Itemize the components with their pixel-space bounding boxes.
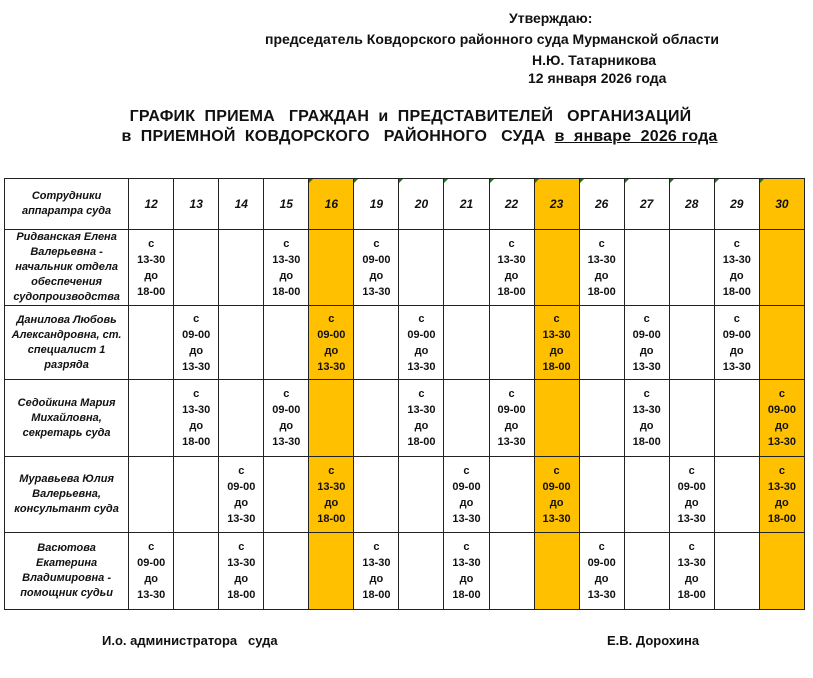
- slot-from-label: с: [283, 237, 290, 250]
- day-header-15: 15: [264, 179, 309, 230]
- slot-to-label: до: [549, 496, 564, 509]
- slot-start-time: 13-30: [632, 404, 661, 416]
- schedule-empty-cell: [129, 306, 174, 380]
- schedule-empty-cell: [534, 380, 579, 457]
- employee-row: [5, 230, 805, 306]
- slot-end-time: 13-30: [587, 589, 616, 601]
- slot-end-time: 13-30: [452, 512, 481, 525]
- schedule-empty-cell: [669, 306, 714, 380]
- employee-name: Васютова Екатерина Владимировна - помощник судьи: [5, 533, 129, 610]
- schedule-slot: [219, 533, 264, 610]
- slot-end-time: 13-30: [497, 436, 526, 448]
- schedule-empty-cell: [714, 533, 759, 610]
- slot-start-time: 13-30: [407, 404, 436, 416]
- slot-end-time: 13-30: [767, 436, 796, 448]
- schedule-empty-cell: [489, 457, 534, 533]
- slot-to-label: до: [594, 573, 609, 585]
- slot-to-label: до: [459, 573, 474, 585]
- schedule-empty-cell: [669, 230, 714, 306]
- schedule-slot: [399, 380, 444, 457]
- schedule-empty-cell: [264, 533, 309, 610]
- slot-end-time: 18-00: [407, 436, 436, 448]
- slot-start-time: 09-00: [227, 480, 256, 493]
- day-header-21: 21: [444, 179, 489, 230]
- schedule-slot: [489, 380, 534, 457]
- slot-to-label: до: [594, 269, 609, 282]
- schedule-title-line2: [13, 128, 813, 146]
- slot-end-time: 18-00: [272, 285, 301, 298]
- schedule-slot: [264, 230, 309, 306]
- slot-end-time: 18-00: [317, 512, 346, 525]
- slot-from-label: с: [598, 237, 605, 250]
- slot-start-time: 09-00: [137, 557, 166, 569]
- day-header-12: 12: [129, 179, 174, 230]
- cell-comment-marker-icon: [354, 179, 358, 183]
- slot-end-time: 13-30: [182, 360, 211, 373]
- schedule-slot: [624, 306, 669, 380]
- slot-from-label: с: [598, 541, 605, 553]
- schedule-slot: [579, 230, 624, 306]
- employee-name: Муравьева Юлия Валерьевна, консультант суда: [5, 457, 129, 533]
- schedule-slot: [669, 457, 714, 533]
- schedule-slot: [174, 306, 219, 380]
- schedule-empty-cell: [579, 306, 624, 380]
- schedule-empty-cell: [309, 533, 354, 610]
- day-header-23: 23: [534, 179, 579, 230]
- employee-name: Данилова Любовь Александровна, ст. специалист 1 разряда: [5, 306, 129, 380]
- slot-to-label: до: [684, 496, 699, 509]
- schedule-empty-cell: [534, 533, 579, 610]
- slot-to-label: до: [459, 496, 474, 509]
- schedule-slot: [534, 306, 579, 380]
- schedule-empty-cell: [399, 230, 444, 306]
- schedule-title-period: в январе 2026 года: [554, 128, 718, 145]
- slot-end-time: 13-30: [362, 285, 391, 298]
- slot-from-label: с: [688, 541, 695, 553]
- schedule-empty-cell: [624, 230, 669, 306]
- approval-position: председатель Ковдорского районного суда Мурманской области: [265, 31, 720, 47]
- schedule-empty-cell: [354, 457, 399, 533]
- schedule-table: [4, 178, 805, 610]
- slot-end-time: 18-00: [722, 285, 751, 298]
- schedule-empty-cell: [264, 306, 309, 380]
- slot-end-time: 18-00: [362, 589, 391, 601]
- slot-from-label: с: [148, 237, 155, 250]
- schedule-empty-cell: [489, 306, 534, 380]
- slot-start-time: 09-00: [317, 328, 346, 341]
- slot-from-label: с: [193, 312, 200, 325]
- cell-comment-marker-icon: [399, 179, 403, 183]
- slot-start-time: 13-30: [182, 404, 211, 416]
- slot-from-label: с: [553, 464, 560, 477]
- slot-end-time: 13-30: [227, 512, 256, 525]
- schedule-empty-cell: [534, 230, 579, 306]
- slot-to-label: до: [414, 420, 429, 432]
- slot-to-label: до: [639, 420, 654, 432]
- day-header-30: 30: [759, 179, 804, 230]
- slot-end-time: 13-30: [542, 512, 571, 525]
- employee-row: [5, 457, 805, 533]
- day-header-13: 13: [174, 179, 219, 230]
- schedule-empty-cell: [354, 380, 399, 457]
- slot-start-time: 09-00: [677, 480, 706, 493]
- day-header-19: 19: [354, 179, 399, 230]
- schedule-slot: [309, 306, 354, 380]
- slot-start-time: 09-00: [587, 557, 616, 569]
- schedule-slot: [354, 533, 399, 610]
- slot-from-label: с: [238, 464, 245, 477]
- slot-to-label: до: [189, 420, 204, 432]
- slot-start-time: 13-30: [677, 557, 706, 569]
- cell-comment-marker-icon: [309, 179, 313, 183]
- cell-comment-marker-icon: [625, 179, 629, 183]
- schedule-empty-cell: [669, 380, 714, 457]
- slot-end-time: 18-00: [767, 512, 796, 525]
- day-header-14: 14: [219, 179, 264, 230]
- schedule-empty-cell: [759, 533, 804, 610]
- slot-from-label: с: [643, 312, 650, 325]
- slot-to-label: до: [504, 420, 519, 432]
- slot-start-time: 13-30: [767, 480, 796, 493]
- employee-row: [5, 380, 805, 457]
- slot-end-time: 18-00: [497, 285, 526, 298]
- slot-start-time: 09-00: [497, 404, 526, 416]
- approval-name: Н.Ю. Татарникова: [532, 52, 657, 68]
- schedule-empty-cell: [354, 306, 399, 380]
- schedule-slot: [534, 457, 579, 533]
- schedule-slot: [174, 380, 219, 457]
- schedule-slot: [579, 533, 624, 610]
- cell-comment-marker-icon: [444, 179, 448, 183]
- schedule-slot: [714, 230, 759, 306]
- slot-start-time: 09-00: [632, 328, 661, 341]
- slot-from-label: с: [778, 388, 785, 400]
- slot-start-time: 13-30: [722, 253, 751, 266]
- slot-start-time: 09-00: [182, 328, 211, 341]
- schedule-empty-cell: [219, 230, 264, 306]
- slot-from-label: с: [283, 388, 290, 400]
- slot-to-label: до: [324, 496, 339, 509]
- slot-end-time: 13-30: [677, 512, 706, 525]
- slot-end-time: 18-00: [632, 436, 661, 448]
- slot-from-label: с: [193, 388, 200, 400]
- schedule-empty-cell: [129, 380, 174, 457]
- slot-start-time: 09-00: [272, 404, 301, 416]
- employee-column-header: Сотрудники аппаратра суда: [5, 179, 129, 230]
- slot-from-label: с: [463, 464, 470, 477]
- slot-from-label: с: [733, 237, 740, 250]
- employee-name: Ридванская Елена Валерьевна - начальник отдела обеспечения судопроизводства: [5, 230, 129, 306]
- schedule-empty-cell: [444, 230, 489, 306]
- slot-end-time: 18-00: [227, 589, 256, 601]
- schedule-empty-cell: [174, 457, 219, 533]
- slot-from-label: с: [373, 237, 380, 250]
- slot-to-label: до: [775, 496, 789, 509]
- schedule-slot: [759, 457, 804, 533]
- employee-row: [5, 306, 805, 380]
- slot-start-time: 13-30: [137, 253, 166, 266]
- schedule-empty-cell: [624, 533, 669, 610]
- day-header-26: 26: [579, 179, 624, 230]
- cell-comment-marker-icon: [760, 179, 764, 183]
- schedule-empty-cell: [624, 457, 669, 533]
- slot-start-time: 13-30: [362, 557, 391, 569]
- schedule-empty-cell: [219, 380, 264, 457]
- schedule-slot: [714, 306, 759, 380]
- slot-from-label: с: [778, 464, 785, 477]
- slot-from-label: с: [148, 541, 155, 553]
- schedule-title-line1: ГРАФИК ПРИЕМА ГРАЖДАН и ПРЕДСТАВИТЕЛЕЙ ОРГАНИЗАЦИЙ: [129, 108, 692, 125]
- slot-end-time: 13-30: [272, 436, 301, 448]
- slot-from-label: с: [418, 388, 425, 400]
- slot-end-time: 13-30: [317, 360, 346, 373]
- slot-to-label: до: [279, 269, 294, 282]
- schedule-empty-cell: [759, 230, 804, 306]
- slot-to-label: до: [144, 573, 159, 585]
- cell-comment-marker-icon: [670, 179, 674, 183]
- day-header-29: 29: [714, 179, 759, 230]
- footer-name: Е.В. Дорохина: [607, 633, 700, 648]
- schedule-empty-cell: [444, 306, 489, 380]
- slot-end-time: 18-00: [452, 589, 481, 601]
- schedule-empty-cell: [489, 533, 534, 610]
- schedule-slot: [444, 533, 489, 610]
- slot-from-label: с: [733, 312, 740, 325]
- slot-start-time: 09-00: [452, 480, 481, 493]
- slot-start-time: 09-00: [722, 328, 751, 341]
- schedule-slot: [129, 533, 174, 610]
- slot-start-time: 09-00: [767, 404, 796, 416]
- slot-start-time: 09-00: [407, 328, 436, 341]
- slot-from-label: с: [508, 388, 515, 400]
- cell-comment-marker-icon: [715, 179, 719, 183]
- slot-start-time: 13-30: [497, 253, 526, 266]
- slot-start-time: 13-30: [587, 253, 616, 266]
- schedule-slot: [759, 380, 804, 457]
- slot-to-label: до: [369, 269, 384, 282]
- footer-position: И.о. администратора суда: [102, 633, 278, 648]
- day-header-20: 20: [399, 179, 444, 230]
- slot-to-label: до: [189, 344, 204, 357]
- employee-row: [5, 533, 805, 610]
- schedule-slot: [669, 533, 714, 610]
- schedule-empty-cell: [444, 380, 489, 457]
- schedule-slot: [264, 380, 309, 457]
- cell-comment-marker-icon: [490, 179, 494, 183]
- slot-start-time: 13-30: [317, 480, 346, 493]
- slot-end-time: 18-00: [137, 285, 166, 298]
- slot-to-label: до: [279, 420, 294, 432]
- slot-end-time: 13-30: [722, 360, 751, 373]
- schedule-empty-cell: [759, 306, 804, 380]
- employee-name: Седойкина Мария Михайловна, секретарь суда: [5, 380, 129, 457]
- slot-end-time: 18-00: [542, 360, 571, 373]
- schedule-empty-cell: [309, 230, 354, 306]
- slot-to-label: до: [369, 573, 384, 585]
- slot-start-time: 09-00: [362, 253, 391, 266]
- cell-comment-marker-icon: [580, 179, 584, 183]
- schedule-empty-cell: [219, 306, 264, 380]
- schedule-empty-cell: [309, 380, 354, 457]
- day-header-27: 27: [624, 179, 669, 230]
- day-header-22: 22: [489, 179, 534, 230]
- day-header-16: 16: [309, 179, 354, 230]
- slot-end-time: 18-00: [587, 285, 616, 298]
- slot-from-label: с: [463, 541, 470, 553]
- slot-end-time: 13-30: [137, 589, 166, 601]
- slot-end-time: 13-30: [407, 360, 436, 373]
- schedule-empty-cell: [399, 457, 444, 533]
- schedule-empty-cell: [264, 457, 309, 533]
- schedule-empty-cell: [714, 380, 759, 457]
- slot-to-label: до: [144, 269, 159, 282]
- slot-from-label: с: [328, 312, 335, 325]
- slot-from-label: с: [688, 464, 695, 477]
- schedule-empty-cell: [174, 533, 219, 610]
- approval-date: 12 января 2026 года: [528, 70, 667, 86]
- schedule-empty-cell: [174, 230, 219, 306]
- slot-from-label: с: [373, 541, 380, 553]
- schedule-empty-cell: [579, 380, 624, 457]
- header-row: [5, 179, 805, 230]
- slot-start-time: 13-30: [227, 557, 256, 569]
- schedule-empty-cell: [129, 457, 174, 533]
- slot-to-label: до: [775, 420, 789, 432]
- schedule-slot: [354, 230, 399, 306]
- schedule-slot: [309, 457, 354, 533]
- slot-from-label: с: [508, 237, 515, 250]
- slot-to-label: до: [729, 344, 744, 357]
- schedule-empty-cell: [714, 457, 759, 533]
- slot-end-time: 18-00: [677, 589, 706, 601]
- slot-from-label: с: [238, 541, 245, 553]
- slot-start-time: 13-30: [542, 328, 571, 341]
- slot-end-time: 13-30: [632, 360, 661, 373]
- slot-to-label: до: [549, 344, 564, 357]
- slot-from-label: с: [643, 388, 650, 400]
- schedule-slot: [624, 380, 669, 457]
- schedule-slot: [399, 306, 444, 380]
- slot-start-time: 13-30: [452, 557, 481, 569]
- approval-title: Утверждаю:: [509, 10, 593, 26]
- schedule-slot: [444, 457, 489, 533]
- slot-to-label: до: [414, 344, 429, 357]
- schedule-slot: [129, 230, 174, 306]
- slot-to-label: до: [234, 573, 249, 585]
- slot-to-label: до: [684, 573, 699, 585]
- schedule-slot: [489, 230, 534, 306]
- slot-from-label: с: [553, 312, 560, 325]
- slot-start-time: 09-00: [542, 480, 571, 493]
- slot-to-label: до: [504, 269, 519, 282]
- schedule-slot: [219, 457, 264, 533]
- slot-to-label: до: [324, 344, 339, 357]
- day-header-28: 28: [669, 179, 714, 230]
- schedule-title-main: в ПРИЕМНОЙ КОВДОРСКОГО РАЙОННОГО СУДА: [121, 128, 555, 145]
- slot-to-label: до: [639, 344, 654, 357]
- schedule-empty-cell: [579, 457, 624, 533]
- slot-from-label: с: [418, 312, 425, 325]
- schedule-empty-cell: [399, 533, 444, 610]
- slot-to-label: до: [729, 269, 744, 282]
- slot-from-label: с: [328, 464, 335, 477]
- cell-comment-marker-icon: [535, 179, 539, 183]
- slot-start-time: 13-30: [272, 253, 301, 266]
- slot-to-label: до: [234, 496, 249, 509]
- slot-end-time: 18-00: [182, 436, 211, 448]
